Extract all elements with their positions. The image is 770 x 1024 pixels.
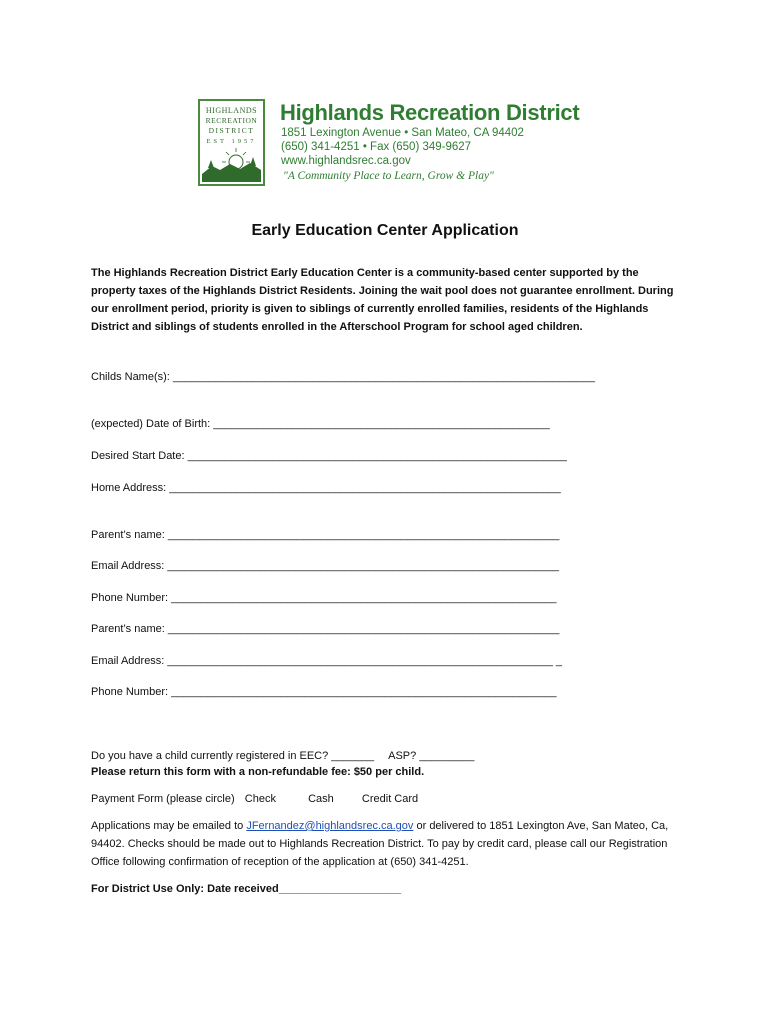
- asp-blank[interactable]: _________: [419, 750, 475, 762]
- eec-label: Do you have a child currently registered in EEC?: [91, 750, 332, 762]
- start-date-field[interactable]: [91, 450, 567, 462]
- field-label: Email Address:: [91, 560, 168, 572]
- field-blank[interactable]: ________________________________________________________________: [169, 482, 561, 494]
- payment-form: [91, 793, 418, 805]
- org-name: Highlands Recreation District: [280, 100, 580, 125]
- home-address-field[interactable]: [91, 482, 561, 494]
- page-title: Early Education Center Application: [251, 222, 519, 239]
- payment-label: Payment Form (please circle): [91, 793, 235, 805]
- field-label: Parent’s name:: [91, 529, 168, 541]
- seal-line-4: EST 1957: [206, 138, 257, 145]
- org-phone-fax: (650) 341-4251 • Fax (650) 349-9627: [281, 141, 472, 153]
- payment-option-credit-card[interactable]: Credit Card: [361, 793, 419, 805]
- fee-note: Please return this form with a non-refundable fee: $50 per child.: [91, 766, 425, 778]
- seal-line-3: DISTRICT: [208, 126, 255, 135]
- email-link[interactable]: JFernandez@highlandsrec.ca.gov: [246, 820, 414, 832]
- field-label: Home Address:: [91, 482, 170, 494]
- field-label: Email Address:: [91, 655, 168, 667]
- phone-field-1[interactable]: [91, 592, 557, 604]
- district-use-field: [91, 883, 401, 895]
- field-label: (expected) Date of Birth:: [91, 418, 214, 430]
- intro-paragraph: The Highlands Recreation District Early Education Center is a community-based center supported by the property taxes of the Highlands District Residents. Joining the wait pool does not guarantee enrollment. During our enrollment period, priority is given to siblings of currently enrolled families, residents of the Highlands District and siblings of students enrolled in the Afterschool Program for school aged children.: [91, 267, 674, 333]
- eec-blank[interactable]: _______: [331, 750, 375, 762]
- applications-text-before: Applications may be emailed to: [91, 820, 247, 832]
- org-tagline: "A Community Place to Learn, Grow & Play": [283, 170, 494, 182]
- field-blank[interactable]: _____________________________________________________________________: [172, 371, 596, 383]
- field-blank[interactable]: ________________________________________________________________: [167, 529, 560, 541]
- field-blank[interactable]: ________________________________________________________________: [167, 560, 559, 572]
- email-field-1[interactable]: [91, 560, 559, 572]
- landscape-icon: [202, 142, 261, 182]
- field-blank[interactable]: ________________________________________________________________: [167, 623, 560, 635]
- field-blank[interactable]: _______________________________________________________: [213, 418, 550, 430]
- org-website[interactable]: www.highlandsrec.ca.gov: [281, 155, 411, 167]
- field-label: Phone Number:: [91, 686, 172, 698]
- seal-line-1: HIGHLANDS: [205, 106, 258, 115]
- field-blank[interactable]: _______________________________________________________________: [171, 686, 557, 698]
- childs-name-field[interactable]: [91, 371, 595, 383]
- field-label: Parent’s name:: [91, 623, 168, 635]
- field-label: Desired Start Date:: [91, 450, 188, 462]
- district-logo: [198, 99, 580, 191]
- email-field-2[interactable]: [91, 655, 562, 667]
- date-of-birth-field[interactable]: [91, 418, 550, 430]
- district-use-label: For District Use Only: Date received: [91, 883, 279, 895]
- parent-name-field-2[interactable]: [91, 623, 559, 635]
- district-use-blank[interactable]: ____________________: [278, 883, 402, 895]
- seal-line-2: RECREATION: [205, 116, 258, 125]
- field-blank[interactable]: _______________________________________________________________ _: [167, 655, 563, 667]
- payment-option-check[interactable]: Check: [244, 793, 276, 805]
- eec-question: [91, 750, 474, 762]
- applications-paragraph: [91, 817, 691, 871]
- org-address: 1851 Lexington Avenue • San Mateo, CA 94402: [281, 127, 524, 139]
- applications-text-after: or delivered to 1851 Lexington Ave, San Mateo, Ca, 94402. Checks should be made out to Highlands Recreation District. To pay by credit card, please call our Registration Office following confirmation of reception of the application at (650) 341-4251.: [91, 820, 669, 868]
- field-blank[interactable]: ______________________________________________________________: [187, 450, 567, 462]
- field-label: Childs Name(s):: [91, 371, 173, 383]
- field-label: Phone Number:: [91, 592, 172, 604]
- field-blank[interactable]: _______________________________________________________________: [171, 592, 557, 604]
- payment-option-cash[interactable]: Cash: [308, 793, 334, 805]
- parent-name-field-1[interactable]: [91, 529, 559, 541]
- phone-field-2[interactable]: [91, 686, 557, 698]
- asp-label: ASP?: [388, 750, 420, 762]
- district-seal: [198, 99, 265, 186]
